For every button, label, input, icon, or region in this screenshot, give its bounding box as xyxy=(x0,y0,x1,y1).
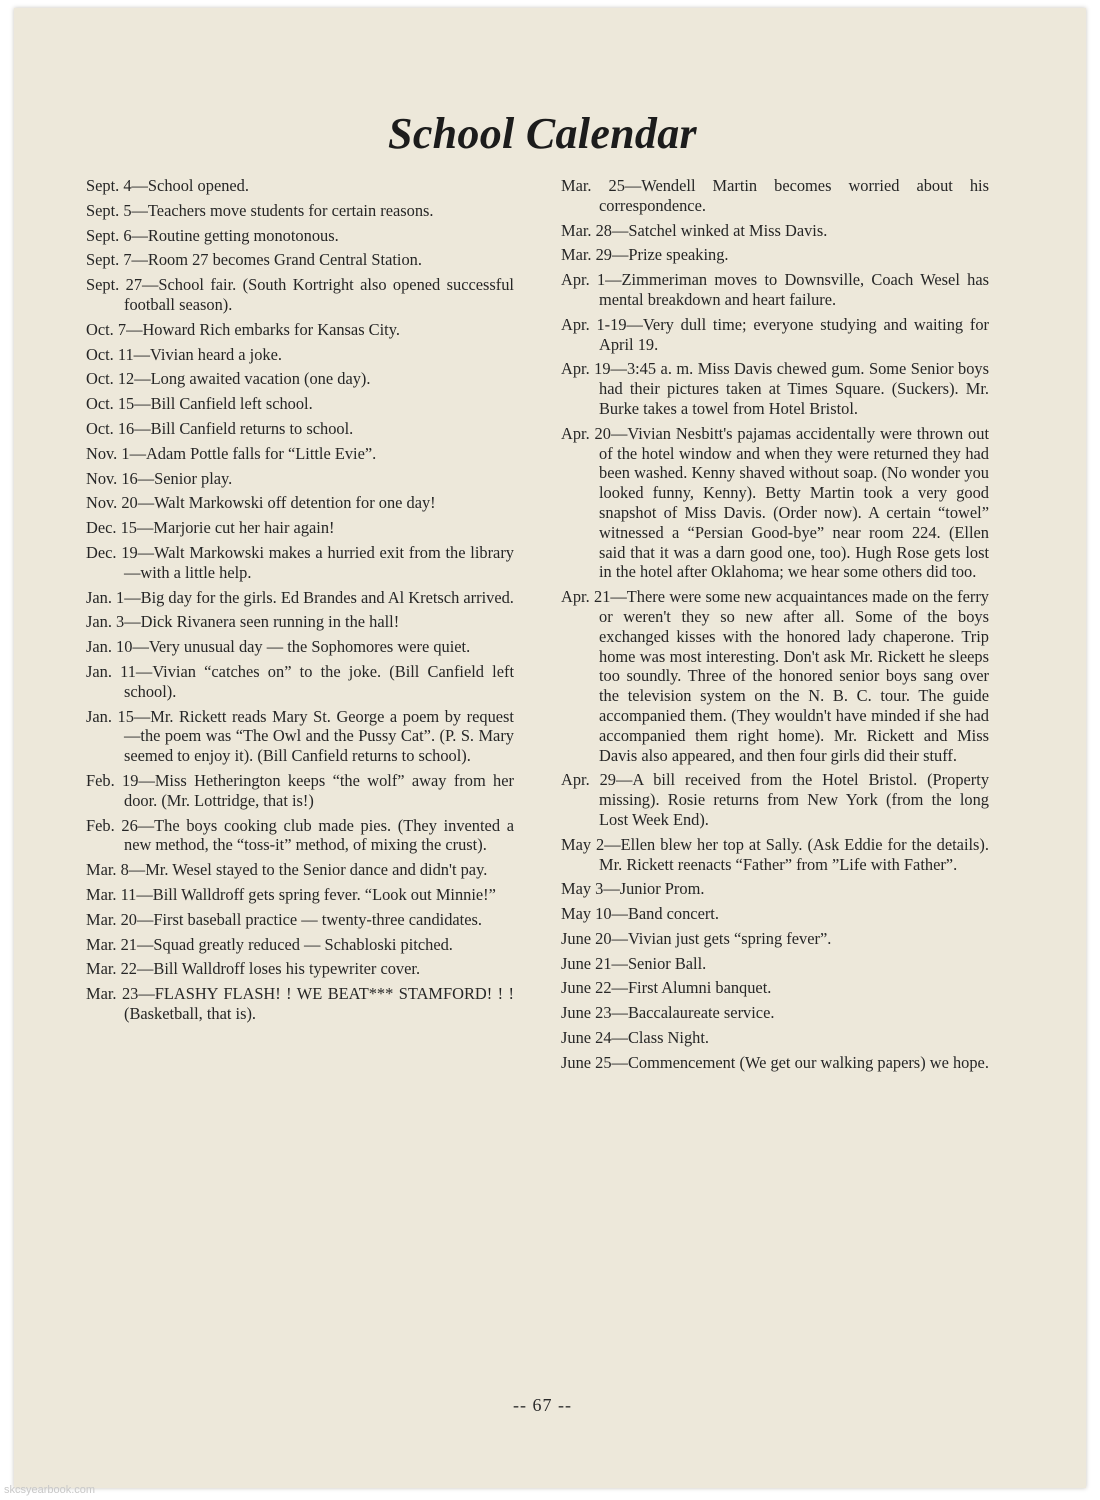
entry-date: Apr. 20 xyxy=(561,423,611,443)
entry-text: Howard Rich embarks for Kansas City. xyxy=(142,319,400,339)
entry-date: Nov. 1 xyxy=(86,443,130,463)
entry-date: Mar. 25 xyxy=(561,176,625,195)
calendar-entry xyxy=(561,424,989,582)
calendar-entry xyxy=(86,176,514,196)
entry-text: FLASHY FLASH! ! WE BEAT*** STAMFORD! ! ! (Basketball, that is). xyxy=(124,984,514,1023)
entry-separator: — xyxy=(624,176,642,195)
entry-text: Miss Hetherington keeps “the wolf” away from her door. (Mr. Lottridge, that is!) xyxy=(124,770,514,810)
calendar-entry xyxy=(561,770,989,829)
entry-text: Mr. Wesel stayed to the Senior dance and didn't pay. xyxy=(145,860,488,880)
entry-text: Band concert. xyxy=(627,904,719,924)
entry-text: Very unusual day — the Sophomores were quiet. xyxy=(148,637,471,657)
entry-separator: — xyxy=(611,1052,628,1072)
entry-text: Vivian Nesbitt's pajamas accidentally were thrown out of the hotel window and when they were returned they had been washed. Kenny shaved without soap. (No wonder you looked funny, Kenny). Betty Martin took a very good snapshot of Miss Davis. (Order now). A certain “towel” witnessed a “Persian Good-bye” near room 224. (Ellen said that it was a darn good one, too). Hugh Rose gets lost in the hotel after Oklahoma; we hear some others did too. xyxy=(599,423,989,582)
calendar-entry xyxy=(86,201,514,221)
calendar-entry xyxy=(86,226,514,246)
entry-text: Bill Walldroff gets spring fever. “Look out Minnie!” xyxy=(152,884,496,904)
entry-separator: — xyxy=(132,637,149,657)
calendar-entry xyxy=(86,275,514,315)
entry-date: Nov. 16 xyxy=(86,468,138,488)
entry-date: Mar. 29 xyxy=(561,245,612,265)
entry-text: Bill Canfield left school. xyxy=(150,394,313,414)
entry-date: Sept. 7 xyxy=(86,250,132,270)
entry-date: Apr. 1-19 xyxy=(561,314,627,334)
entry-separator: — xyxy=(137,493,155,513)
calendar-entry xyxy=(86,394,514,414)
calendar-entry xyxy=(561,315,989,355)
calendar-column-left xyxy=(86,176,514,1029)
entry-date: Feb. 19 xyxy=(86,770,139,790)
entry-separator: — xyxy=(611,904,628,924)
entry-text: Satchel winked at Miss Davis. xyxy=(628,220,828,240)
entry-date: Dec. 15 xyxy=(86,518,137,538)
entry-separator: — xyxy=(611,928,628,948)
calendar-entry xyxy=(561,929,989,949)
entry-separator: — xyxy=(137,959,154,979)
entry-text: School fair. (South Kortright also opened successful football season). xyxy=(124,275,514,314)
calendar-entry xyxy=(561,587,989,765)
entry-date: Dec. 19 xyxy=(86,542,138,562)
calendar-entry xyxy=(561,954,989,974)
calendar-entry xyxy=(86,369,514,389)
calendar-entry xyxy=(86,860,514,880)
entry-date: Mar. 23 xyxy=(86,984,139,1004)
entry-separator: — xyxy=(137,909,154,929)
page-number: -- 67 -- xyxy=(513,1395,572,1415)
entry-date: Jan. 3 xyxy=(86,612,125,632)
calendar-entry xyxy=(86,984,514,1024)
calendar-entry xyxy=(561,904,989,924)
entry-date: Jan. 1 xyxy=(86,587,125,607)
entry-separator: — xyxy=(612,245,629,265)
watermark-text: skcsyearbook.com xyxy=(4,1484,96,1496)
entry-separator: — xyxy=(134,394,151,414)
calendar-entry xyxy=(86,518,514,538)
entry-text: Commencement (We get our walking papers) we hope. xyxy=(627,1052,989,1072)
entry-separator: — xyxy=(138,984,155,1004)
calendar-entry xyxy=(86,935,514,955)
calendar-entry xyxy=(86,444,514,464)
calendar-entry xyxy=(561,270,989,310)
entry-text: Bill Canfield returns to school. xyxy=(150,418,354,438)
entry-date: Mar. 22 xyxy=(86,959,137,979)
calendar-entry xyxy=(561,245,989,265)
entry-date: Apr. 1 xyxy=(561,270,606,290)
entry-date: Apr. 19 xyxy=(561,359,611,379)
entry-separator: — xyxy=(612,220,629,240)
calendar-entry xyxy=(86,816,514,856)
entry-date: Sept. 27 xyxy=(86,275,143,295)
entry-text: Room 27 becomes Grand Central Station. xyxy=(147,250,422,270)
entry-date: Mar. 11 xyxy=(86,884,137,904)
entry-separator: — xyxy=(137,542,155,562)
entry-separator: — xyxy=(134,418,151,438)
entry-text: Mr. Rickett reads Mary St. George a poem by request—the poem was “The Owl and the Pussy Cat”. (P. S. Mary seemed to enjoy it). (Bill Canfield returns to school). xyxy=(124,706,514,766)
entry-separator: — xyxy=(134,369,151,389)
entry-text: Walt Markowski makes a hurried exit from the library—with a little help. xyxy=(124,542,514,582)
entry-text: Squad greatly reduced — Schabloski pitched. xyxy=(153,934,453,954)
entry-date: Nov. 20 xyxy=(86,493,138,513)
calendar-entry xyxy=(561,176,989,216)
entry-text: Adam Pottle falls for “Little Evie”. xyxy=(145,443,377,463)
entry-date: June 22 xyxy=(561,978,612,998)
entry-text: Very dull time; everyone studying and waiting for April 19. xyxy=(599,314,989,354)
entry-text: Class Night. xyxy=(627,1028,709,1048)
entry-separator: — xyxy=(131,176,148,195)
entry-text: Marjorie cut her hair again! xyxy=(153,518,335,538)
entry-separator: — xyxy=(610,359,627,379)
entry-separator: — xyxy=(137,934,154,954)
calendar-entry xyxy=(86,910,514,930)
entry-date: Apr. 21 xyxy=(561,587,611,607)
entry-date: Oct. 15 xyxy=(86,394,135,414)
calendar-entry xyxy=(561,978,989,998)
entry-text: Routine getting monotonous. xyxy=(147,225,339,245)
calendar-entry xyxy=(86,320,514,340)
calendar-entry xyxy=(86,612,514,632)
entry-text: Senior play. xyxy=(154,468,233,488)
calendar-entry xyxy=(561,835,989,875)
entry-text: First baseball practice — twenty-three candidates. xyxy=(153,909,482,929)
entry-separator: — xyxy=(610,423,628,443)
entry-separator: — xyxy=(135,661,153,681)
entry-date: Oct. 12 xyxy=(86,369,135,389)
entry-date: Apr. 29 xyxy=(561,770,616,790)
entry-text: Wendell Martin becomes worried about his correspondence. xyxy=(599,176,989,215)
entry-text: The boys cooking club made pies. (They invented a new method, the “toss-it” method, of mixing the crust). xyxy=(124,815,514,855)
entry-date: Sept. 4 xyxy=(86,176,132,195)
entry-text: Senior Ball. xyxy=(627,953,707,973)
entry-separator: — xyxy=(136,518,154,538)
entry-text: A bill received from the Hotel Bristol. (Property missing). Rosie returns from New York (from the long Lost Week End). xyxy=(599,770,990,829)
calendar-entry xyxy=(561,359,989,418)
entry-separator: — xyxy=(616,770,633,790)
entry-date: June 24 xyxy=(561,1028,612,1048)
entry-date: June 25 xyxy=(561,1052,612,1072)
page-title: School Calendar xyxy=(388,109,697,158)
entry-date: May 3 xyxy=(561,879,604,899)
entry-separator: — xyxy=(129,443,146,463)
calendar-entry xyxy=(86,662,514,702)
entry-separator: — xyxy=(142,275,159,295)
entry-text: Walt Markowski off detention for one day! xyxy=(154,493,436,513)
entry-date: May 2 xyxy=(561,834,605,854)
entry-text: Vivian heard a joke. xyxy=(150,344,282,364)
calendar-entry xyxy=(86,345,514,365)
entry-text: Vivian just gets “spring fever”. xyxy=(627,928,832,948)
entry-separator: — xyxy=(124,612,141,632)
entry-separator: — xyxy=(611,1028,628,1048)
calendar-entry xyxy=(561,221,989,241)
calendar-entry xyxy=(86,588,514,608)
entry-date: Mar. 20 xyxy=(86,909,137,929)
entry-date: Oct. 16 xyxy=(86,418,135,438)
entry-separator: — xyxy=(611,953,628,973)
entry-separator: — xyxy=(611,1003,628,1023)
entry-date: Oct. 11 xyxy=(86,344,134,364)
entry-separator: — xyxy=(626,314,643,334)
entry-text: Baccalaureate service. xyxy=(627,1003,775,1023)
entry-separator: — xyxy=(133,344,151,364)
calendar-entry xyxy=(86,707,514,766)
entry-text: Dick Rivanera seen running in the hall! xyxy=(140,612,400,632)
entry-date: June 23 xyxy=(561,1003,612,1023)
entry-date: June 21 xyxy=(561,953,612,973)
calendar-column-right xyxy=(561,176,989,1078)
calendar-entry xyxy=(86,469,514,489)
entry-separator: — xyxy=(126,319,143,339)
entry-text: Bill Walldroff loses his typewriter cover. xyxy=(153,959,421,979)
calendar-entry xyxy=(561,1028,989,1048)
entry-separator: — xyxy=(131,250,148,270)
entry-separator: — xyxy=(131,225,148,245)
entry-text: First Alumni banquet. xyxy=(627,978,772,998)
entry-separator: — xyxy=(124,587,141,607)
entry-date: Mar. 28 xyxy=(561,220,612,240)
entry-date: Sept. 5 xyxy=(86,200,132,220)
entry-text: Vivian “catches on” to the joke. (Bill Canfield left school). xyxy=(124,661,515,701)
entry-date: Mar. 21 xyxy=(86,934,137,954)
entry-separator: — xyxy=(137,815,155,835)
entry-separator: — xyxy=(604,834,621,854)
calendar-entry xyxy=(86,250,514,270)
entry-date: May 10 xyxy=(561,904,612,924)
calendar-entry xyxy=(561,1003,989,1023)
calendar-entry xyxy=(86,637,514,657)
entry-separator: — xyxy=(131,200,148,220)
entry-text: Long awaited vacation (one day). xyxy=(150,369,371,389)
entry-text: Junior Prom. xyxy=(619,879,705,899)
entry-text: School opened. xyxy=(147,176,249,195)
entry-text: Zimmeriman moves to Downsville, Coach Wesel has mental breakdown and heart failure. xyxy=(599,270,990,309)
entry-date: Jan. 10 xyxy=(86,637,133,657)
entry-separator: — xyxy=(138,770,155,790)
calendar-entry xyxy=(86,493,514,513)
entry-separator: — xyxy=(605,270,622,290)
entry-separator: — xyxy=(133,706,151,726)
calendar-entry xyxy=(86,419,514,439)
entry-date: Jan. 15 xyxy=(86,706,134,726)
entry-separator: — xyxy=(136,884,153,904)
entry-text: Big day for the girls. Ed Brandes and Al Kretsch arrived. xyxy=(140,587,514,607)
entry-date: June 20 xyxy=(561,928,612,948)
entry-separator: — xyxy=(610,587,627,607)
entry-date: Sept. 6 xyxy=(86,225,132,245)
entry-date: Mar. 8 xyxy=(86,860,129,880)
calendar-entry xyxy=(86,771,514,811)
calendar-entry xyxy=(561,879,989,899)
calendar-entry xyxy=(86,959,514,979)
entry-text: There were some new acquaintances made on the ferry or weren't they so new after all. Some of the boys exchanged kisses with the honored lady chaperone. Trip home was most interesting. Don't ask Mr. Rickett he sleeps too soundly. Three of the honored senior boys sang over the television system on the N. B. C. tour. The guide accompanied them. (They wouldn't have minded if she had accompanied them right home). Mr. Rickett and Miss Davis also appeared, and then four girls did their stuff. xyxy=(599,587,990,765)
calendar-entry xyxy=(86,885,514,905)
entry-separator: — xyxy=(128,860,146,880)
entry-text: 3:45 a. m. Miss Davis chewed gum. Some Senior boys had their pictures taken at Times Square. (Suckers). Mr. Burke takes a towel from Hotel Bristol. xyxy=(599,359,990,418)
calendar-entry xyxy=(561,1053,989,1073)
entry-separator: — xyxy=(137,468,155,488)
calendar-entry xyxy=(86,543,514,583)
entry-date: Jan. 11 xyxy=(86,661,136,681)
entry-separator: — xyxy=(611,978,628,998)
entry-separator: — xyxy=(603,879,620,899)
entry-date: Oct. 7 xyxy=(86,319,127,339)
entry-text: Ellen blew her top at Sally. (Ask Eddie for the details). Mr. Rickett reenacts “Father” from ”Life with Father”. xyxy=(599,834,989,874)
entry-text: Teachers move students for certain reasons. xyxy=(147,200,434,220)
entry-date: Feb. 26 xyxy=(86,815,138,835)
entry-text: Prize speaking. xyxy=(628,245,729,265)
